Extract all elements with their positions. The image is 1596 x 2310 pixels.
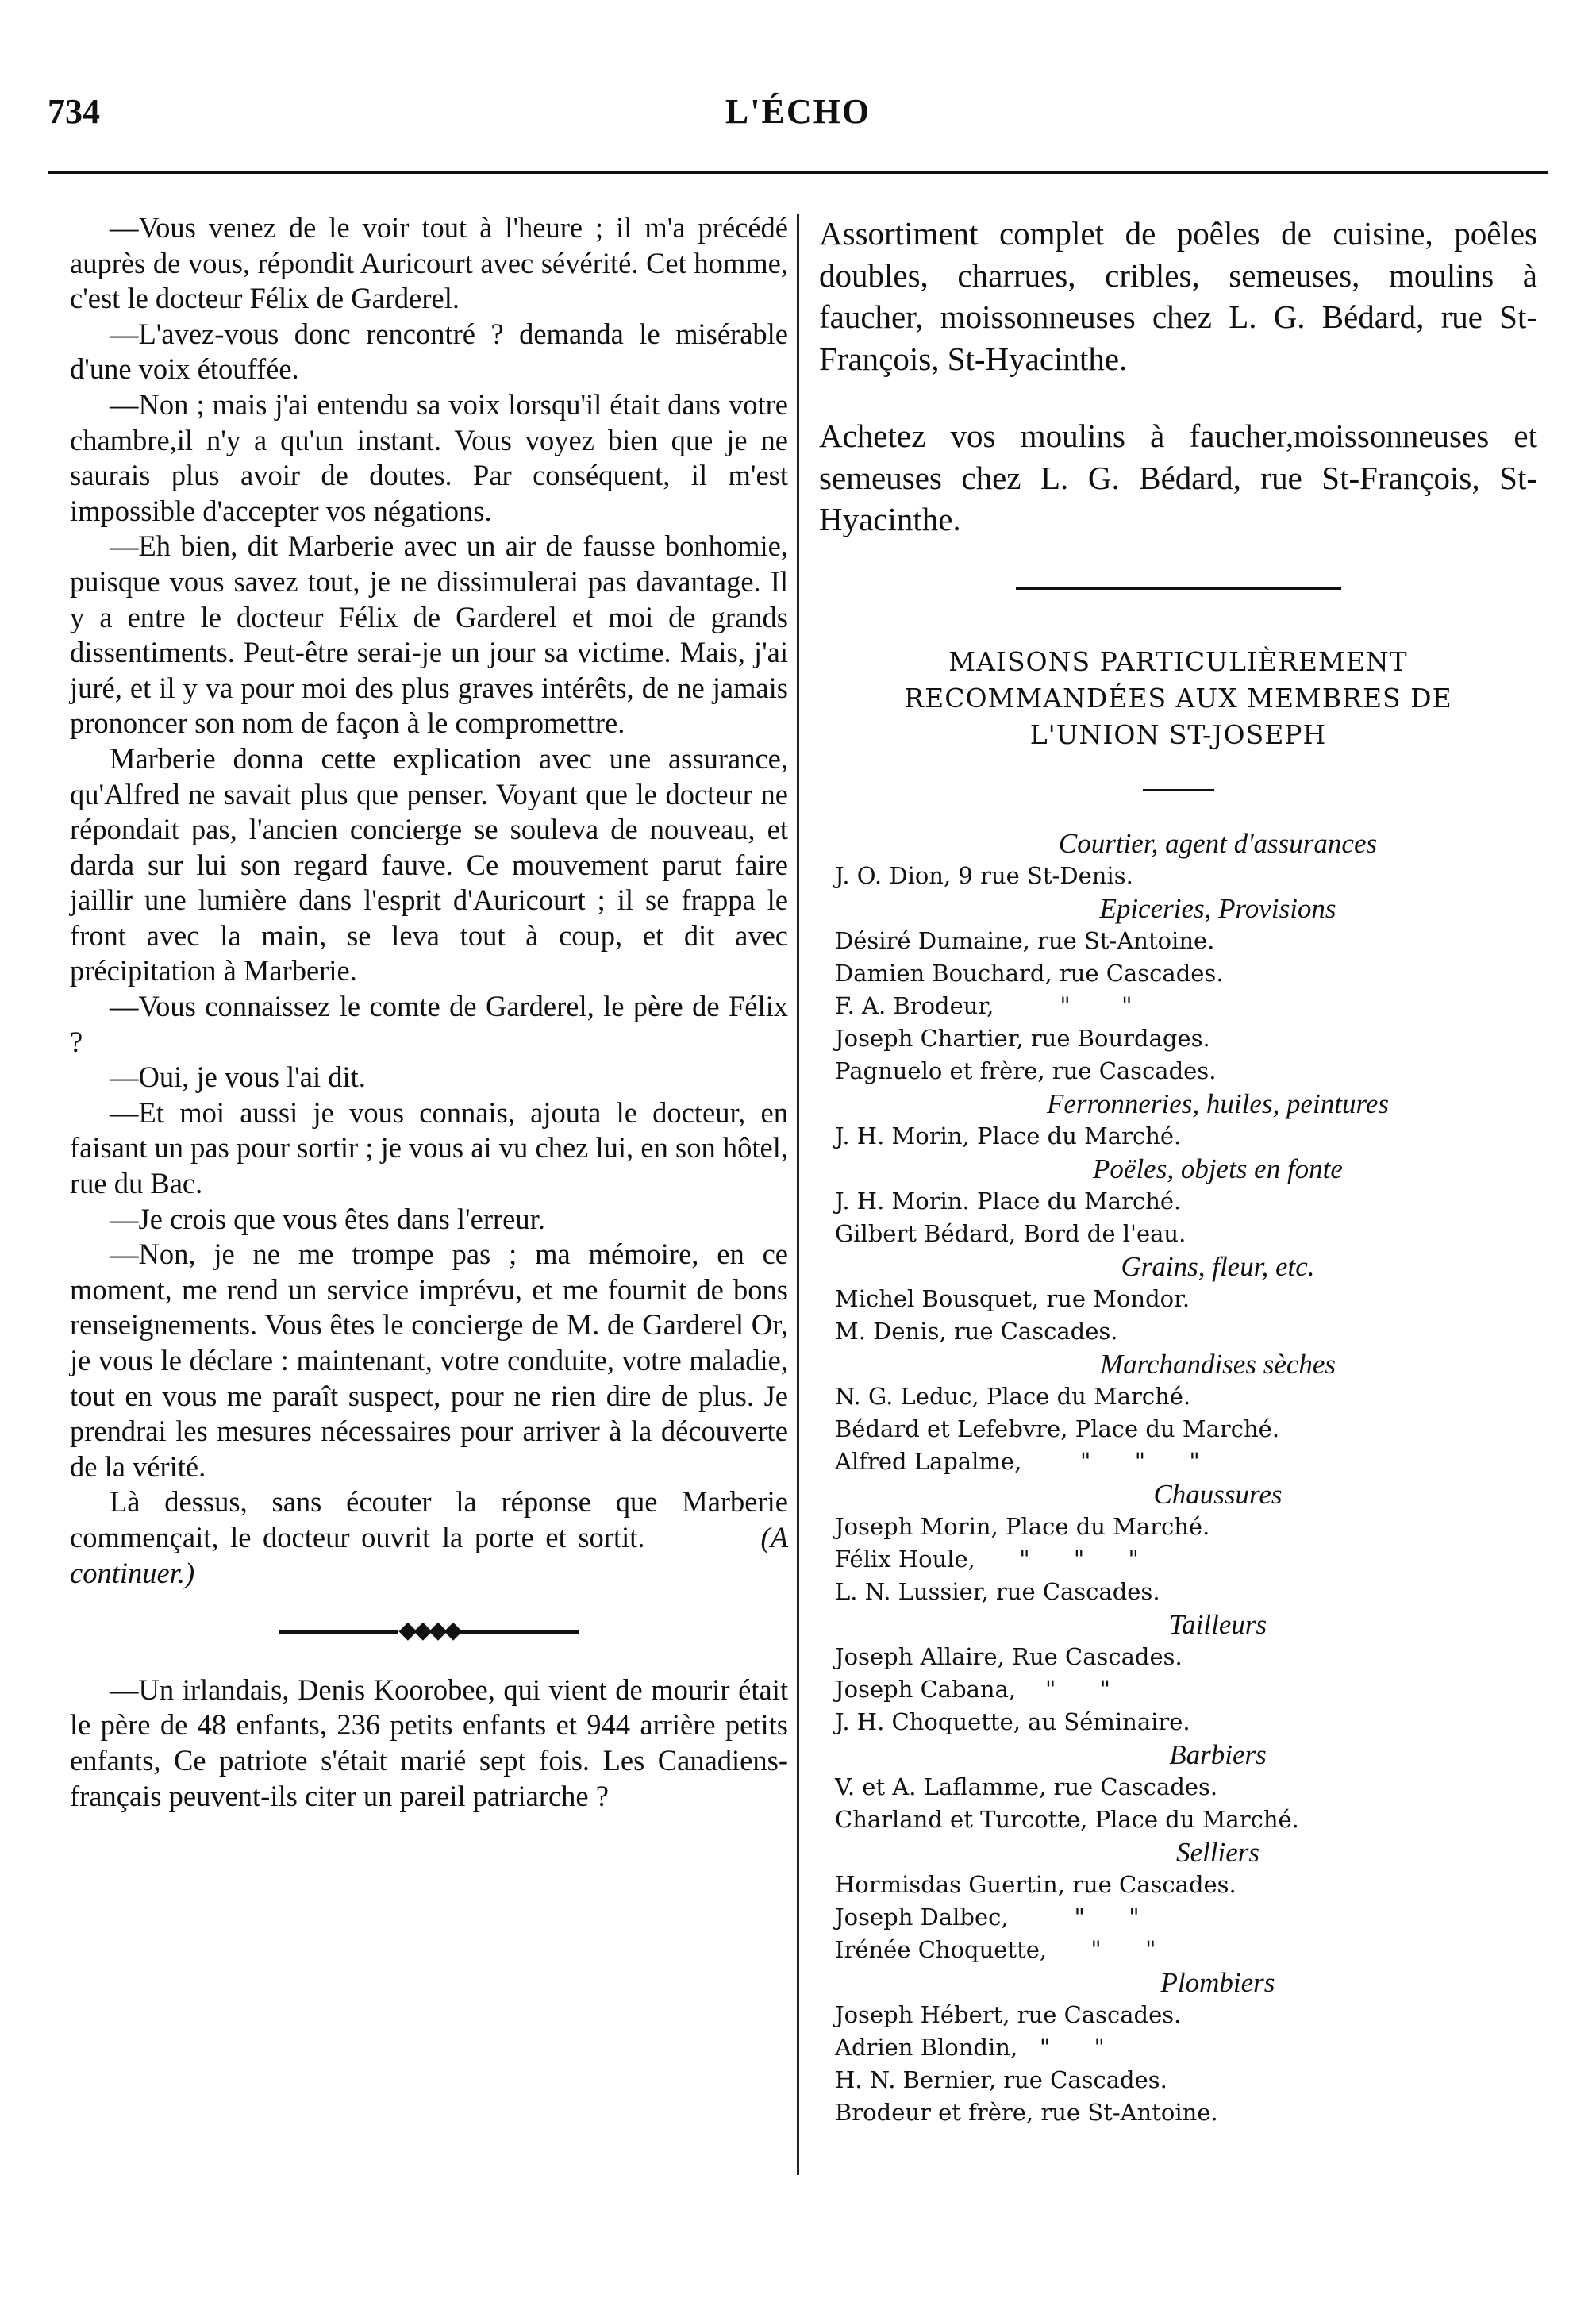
directory-entry: Gilbert Bédard, Bord de l'eau. [835,1219,1186,1247]
section-ornament: ◆◆◆◆ [70,1613,788,1649]
directory-category-heading: Chaussures [1153,1478,1283,1510]
story-paragraph: —L'avez-vous donc rencontré ? demanda le misérable d'une voix étouffée. [70,317,788,386]
directory-category-heading: Courtier, agent d'assurances [1058,827,1378,859]
story-paragraph: —Eh bien, dit Marberie avec un air de fausse bonhomie, puisque vous savez tout, je ne dissimulerai pas davantage. Il y a entre le docteur Félix de Garderel et moi de grands dissentiments. Peut-être serai-je un jour sa victime. Mais, j'ai juré, et il y va pour moi des plus graves intérêts, de ne jamais prononcer son nom de façon à le compromettre. [70,529,788,740]
directory-category-heading: Epiceries, Provisions [1099,892,1336,924]
directory-category-heading: Barbiers [1169,1738,1267,1770]
directory-entry: F. A. Brodeur, " " [835,991,1133,1019]
directory-category-heading: Plombiers [1160,1966,1275,1998]
advertisement: Achetez vos moulins à faucher,moissonneuses et semeuses chez L. G. Bédard, rue St-François, St-Hyacinthe. [819,418,1537,537]
story-paragraph-last [70,1484,788,1591]
directory-category-heading: Marchandises sèches [1099,1348,1336,1380]
directory-entry: Charland et Turcotte, Place du Marché. [835,1805,1299,1833]
directory-entry: Michel Bousquet, rue Mondor. [835,1284,1190,1312]
directory-heading [819,644,1537,753]
directory-entry: Pagnuelo et frère, rue Cascades. [835,1057,1217,1084]
directory-entry: H. N. Bernier, rue Cascades. [835,2066,1167,2093]
directory-heading-line: L'UNION ST-JOSEPH [1029,718,1327,750]
story-paragraph: —Non ; mais j'ai entendu sa voix lorsqu'il était dans votre chambre,il n'y a qu'un instant. Vous voyez bien que je ne saurais plus avoir de doutes. Par conséquent, il m'est impossible d'accepter vos négations. [70,387,788,527]
story-paragraph: —Vous venez de le voir tout à l'heure ; il m'a précédé auprès de vous, répondit Auricourt avec sévérité. Cet homme, c'est le docteur Félix de Garderel. [70,211,788,315]
directory-category-heading: Selliers [1176,1836,1259,1868]
directory-entry: Félix Houle, " " " [835,1545,1139,1573]
directory-entry: Adrien Blondin, " " [835,2033,1105,2061]
news-item: —Un irlandais, Denis Koorobee, qui vient de mourir était le père de 48 enfants, 236 petits enfants et 944 arrière petits enfants, Ce patriote s'était marié sept fois. Les Canadiens-français peuvent-ils citer un pareil patriarche ? [70,1673,788,1812]
directory-entry: J. H. Morin. Place du Marché. [835,1187,1182,1215]
directory-entry: Joseph Chartier, rue Bourdages. [835,1024,1210,1052]
story-paragraph: —Je crois que vous êtes dans l'erreur. [110,1202,545,1235]
directory-category-heading: Ferronneries, huiles, peintures [1047,1088,1389,1119]
page-header [48,91,1548,139]
directory-entry: J. H. Choquette, au Séminaire. [835,1707,1190,1735]
directory-category-heading: Poëles, objets en fonte [1093,1153,1343,1184]
story-paragraph: —Et moi aussi je vous connais, ajouta le docteur, en faisant un pas pour sortir ; je vous ai vu chez lui, en son hôtel, rue du Bac. [70,1095,788,1200]
directory-entry: L. N. Lussier, rue Cascades. [835,1577,1160,1605]
newspaper-title: L'ÉCHO [725,92,871,131]
directory-entry: Irénée Choquette, " " [835,1935,1156,1963]
directory-entry: Joseph Cabana, " " [835,1675,1110,1703]
directory-entry: Joseph Dalbec, " " [835,1903,1140,1931]
column-divider [797,214,799,2175]
story-last-text: Là dessus, sans écouter la réponse que Marberie commençait, le docteur ouvrit la porte et sortit. [70,1485,788,1553]
directory-entry: Brodeur et frère, rue St-Antoine. [835,2098,1218,2126]
story-paragraph: Marberie donna cette explication avec une assurance, qu'Alfred ne savait plus que penser. Voyant que le docteur ne répondait pas, l'ancien concierge se souleva de nouveau, et darda sur lui son regard fauve. Ce mouvement parut faire jaillir une lumière dans l'esprit d'Auricourt ; il se frappa le front avec la main, se leva tout à coup, et dit avec précipitation à Marberie. [70,741,788,988]
business-directory [819,827,1537,2129]
story-paragraph: —Non, je ne me trompe pas ; ma mémoire, en ce moment, me rend un service imprévu, et me fournit de bons renseignements. Vous êtes le concierge de M. de Garderel Or, je vous le déclare : maintenant, votre conduite, votre maladie, tout en vous me paraît suspect, pour ne rien dire de plus. Je prendrai les mesures nécessaires pour arriver à la découverte de la vérité. [70,1238,788,1483]
directory-entry: Joseph Allaire, Rue Cascades. [835,1642,1183,1670]
to-be-continued: (A continuer.) [70,1520,788,1589]
directory-entry: Damien Bouchard, rue Cascades. [835,959,1224,987]
directory-entry: Bédard et Lefebvre, Place du Marché. [835,1415,1280,1442]
directory-entry: Joseph Morin, Place du Marché. [835,1512,1210,1540]
story-paragraph: —Vous connaissez le comte de Garderel, le père de Félix ? [70,990,788,1058]
directory-entry: Joseph Hébert, rue Cascades. [835,2000,1182,2028]
directory-heading-line: RECOMMANDÉES AUX MEMBRES DE [904,682,1452,714]
directory-heading-line: MAISONS PARTICULIÈREMENT [948,645,1408,677]
directory-category-heading: Grains, fleur, etc. [1121,1250,1315,1282]
story-paragraph: —Oui, je vous l'ai dit. [110,1061,366,1094]
directory-entry: Désiré Dumaine, rue St-Antoine. [835,926,1215,954]
header-rule [48,171,1548,174]
left-column [70,210,788,1814]
advertisement: Assortiment complet de poêles de cuisine, poêles doubles, charrues, cribles, semeuses, moulins à faucher, moissonneuses chez L. G. Bédard, rue St-François, St-Hyacinthe. [819,215,1537,377]
directory-entry: N. G. Leduc, Place du Marché. [835,1382,1191,1410]
ornament-divider [819,582,1537,596]
directory-category-heading: Tailleurs [1168,1608,1267,1640]
directory-entry: Hormisdas Guertin, rue Cascades. [835,1870,1236,1898]
directory-entry: V. et A. Laflamme, rue Cascades. [835,1773,1218,1800]
right-column [819,213,1537,2129]
page-number: 734 [48,92,100,131]
directory-entry: J. O. Dion, 9 rue St-Denis. [835,861,1133,889]
directory-entry: J. H. Morin, Place du Marché. [835,1122,1182,1149]
short-rule [1143,789,1214,791]
directory-entry: Alfred Lapalme, " " " [835,1447,1200,1475]
directory-entry: M. Denis, rue Cascades. [835,1317,1118,1345]
